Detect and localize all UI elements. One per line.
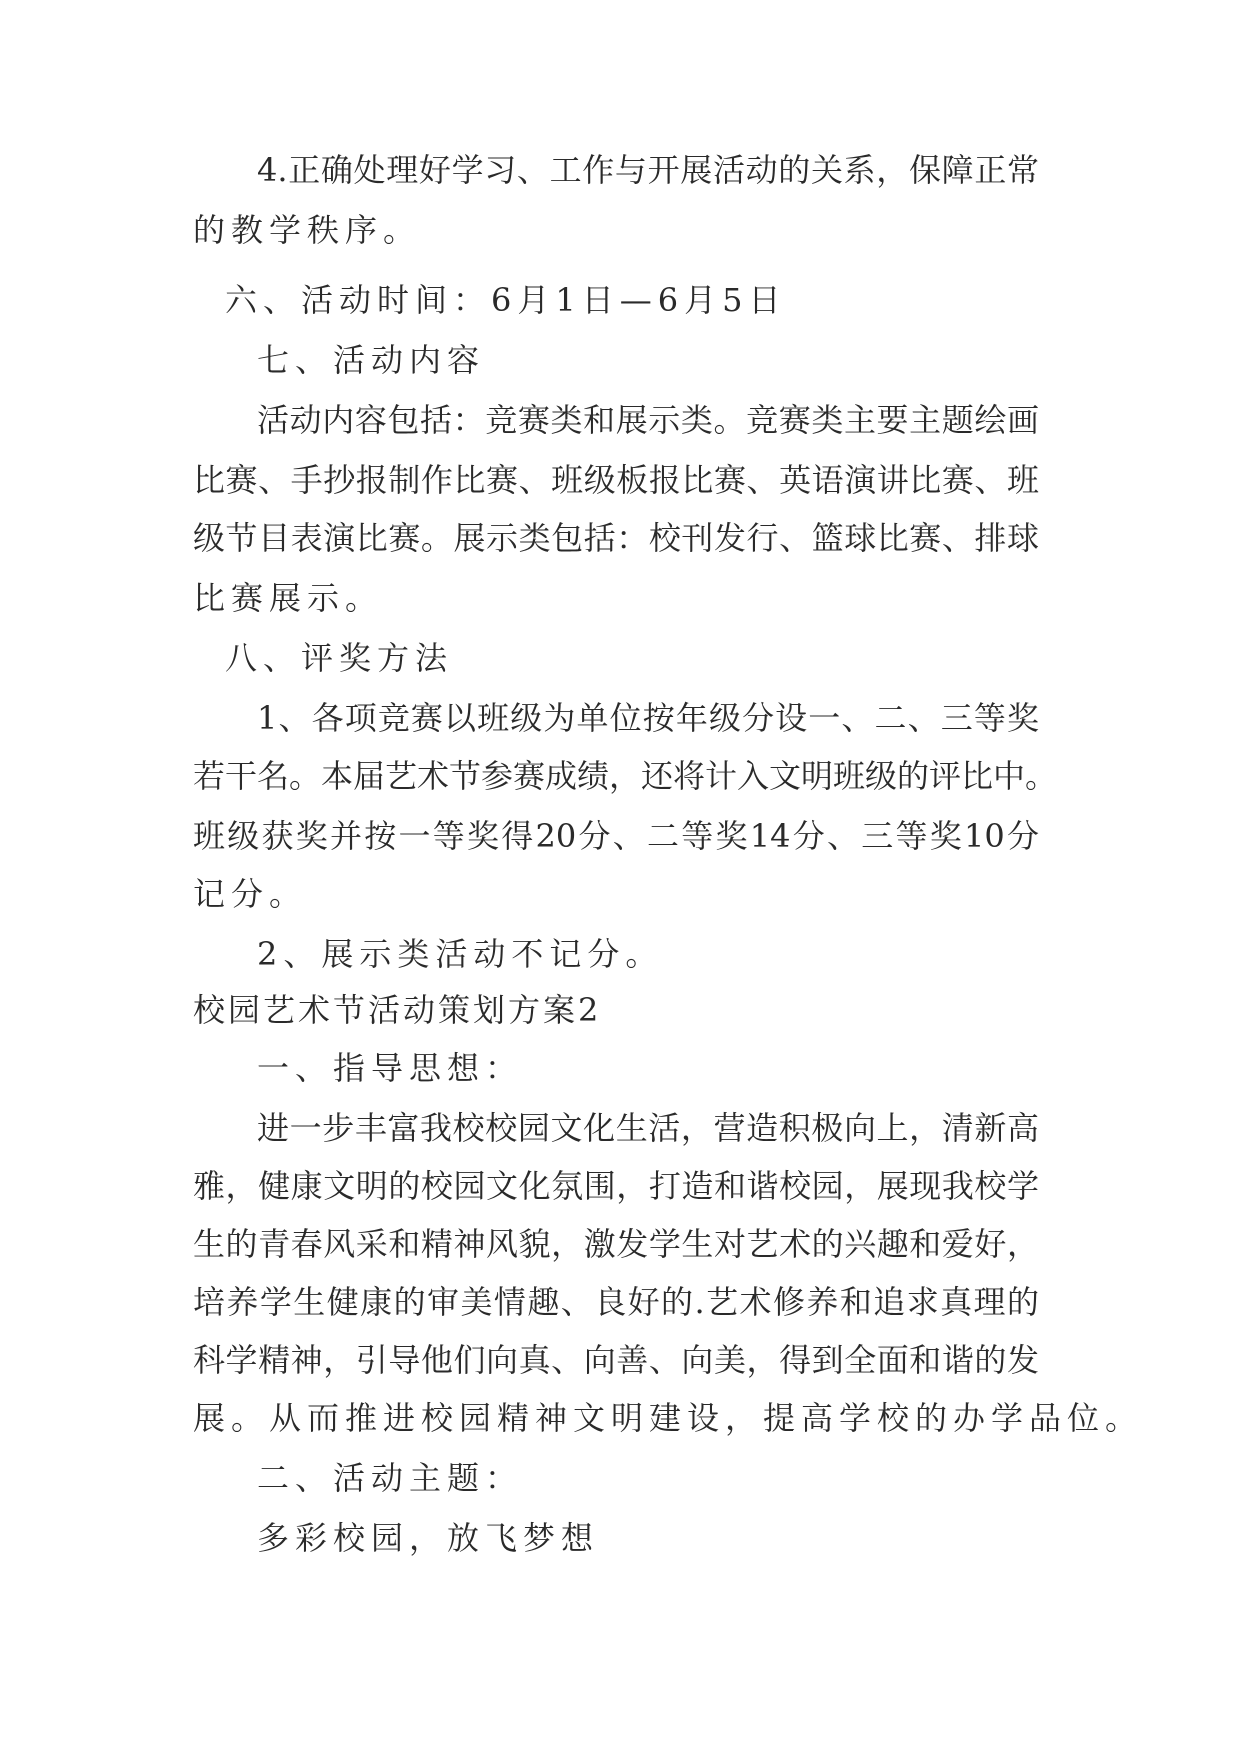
text-line: 4.正确处理好学习、工作与开展活动的关系，保障正常 [257, 151, 1039, 189]
text-line: 若干名。本届艺术节参赛成绩，还将计入文明班级的评比中。 [193, 757, 1058, 795]
text-line: 比赛展示。 [193, 579, 384, 617]
text-line: 生的青春风采和精神风貌，激发学生对艺术的兴趣和爱好， [193, 1225, 1039, 1263]
text-line: 培养学生健康的审美情趣、良好的.艺术修养和追求真理的 [193, 1283, 1039, 1321]
text-line: 比赛、手抄报制作比赛、班级板报比赛、英语演讲比赛、班 [193, 461, 1039, 499]
text-line: 班级获奖并按一等奖得20分、二等奖14分、三等奖10分 [193, 817, 1039, 855]
section-heading: 八、评奖方法 [225, 639, 454, 677]
text-line: 活动内容包括：竞赛类和展示类。竞赛类主要主题绘画 [257, 401, 1039, 439]
text-line: 2、展示类活动不记分。 [257, 935, 664, 973]
text-line: 多彩校园，放飞梦想 [257, 1519, 600, 1557]
text-line: 的教学秩序。 [193, 211, 422, 249]
text-line: 记分。 [193, 875, 308, 913]
document-title: 校园艺术节活动策划方案2 [193, 991, 602, 1029]
section-heading: 七、活动内容 [257, 341, 486, 379]
text-line: 雅，健康文明的校园文化氛围，打造和谐校园，展现我校学 [193, 1167, 1039, 1205]
text-line: 级节目表演比赛。展示类包括：校刊发行、篮球比赛、排球 [193, 519, 1039, 557]
section-heading: 一、指导思想： [257, 1049, 524, 1087]
section-heading: 六、活动时间：6月1日—6月5日 [225, 281, 787, 319]
text-line: 1、各项竞赛以班级为单位按年级分设一、二、三等奖 [257, 699, 1039, 737]
text-line: 科学精神，引导他们向真、向善、向美，得到全面和谐的发 [193, 1341, 1039, 1379]
text-line: 进一步丰富我校校园文化生活，营造积极向上，清新高 [257, 1109, 1039, 1147]
text-line: 展。从而推进校园精神文明建设，提高学校的办学品位。 [193, 1399, 1144, 1437]
section-heading: 二、活动主题： [257, 1459, 524, 1497]
